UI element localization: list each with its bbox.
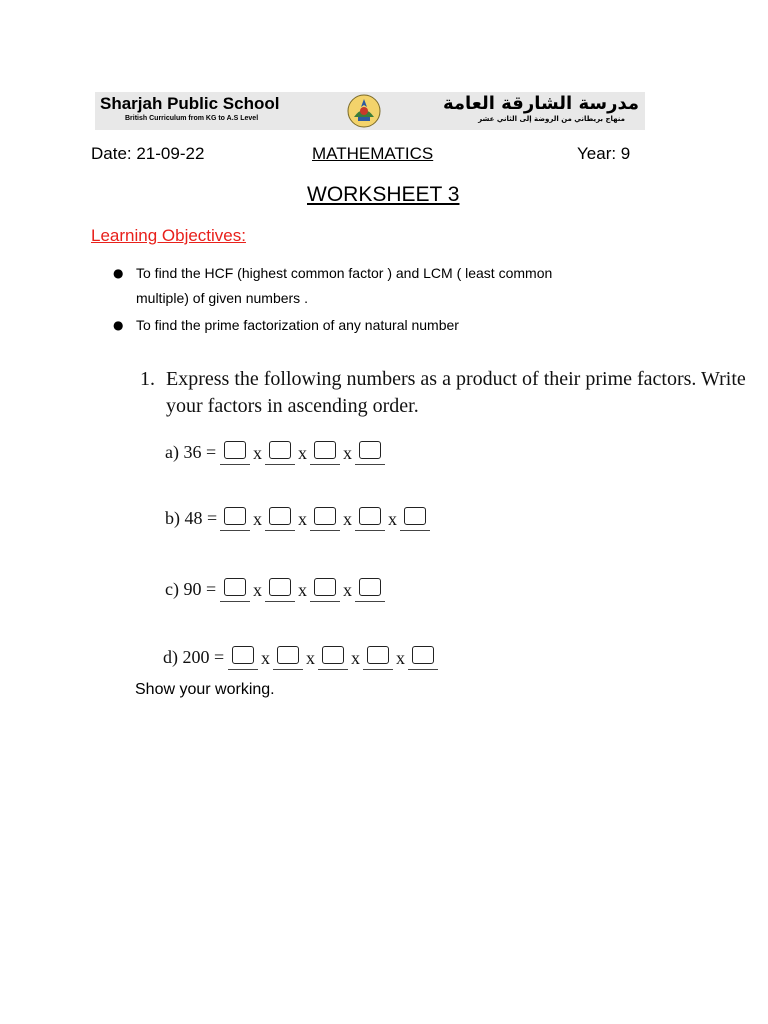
factor-row-3	[165, 577, 404, 605]
answer-underline	[273, 669, 303, 670]
answer-underline	[228, 669, 258, 670]
answer-underline	[310, 464, 340, 465]
times-symbol: x	[343, 580, 352, 600]
school-subtitle-arabic: منهاج بريطاني من الروضة إلى الثاني عشر	[478, 115, 625, 123]
school-name-english: Sharjah Public School	[100, 94, 280, 113]
answer-underline	[355, 464, 385, 465]
answer-underline	[220, 601, 250, 602]
answer-underline	[265, 530, 295, 531]
times-symbol: x	[388, 509, 397, 529]
answer-underline	[220, 530, 250, 531]
answer-underline	[310, 601, 340, 602]
answer-underline	[265, 464, 295, 465]
answer-underline	[265, 601, 295, 602]
objective-1-line-1: To find the HCF (highest common factor ) and LCM ( least common	[136, 265, 553, 281]
factor-row-4	[163, 645, 457, 673]
answer-box[interactable]	[314, 507, 336, 525]
factor-row-label: a) 36 =	[165, 442, 217, 462]
times-symbol: x	[298, 509, 307, 529]
answer-box[interactable]	[367, 646, 389, 664]
factor-row-label: c) 90 =	[165, 579, 217, 599]
times-symbol: x	[351, 648, 360, 668]
objective-1-line-2: multiple) of given numbers .	[136, 290, 308, 306]
school-name-arabic: مدرسة الشارقة العامة	[442, 93, 639, 114]
answer-box[interactable]	[224, 441, 246, 459]
answer-box[interactable]	[224, 578, 246, 596]
answer-box[interactable]	[277, 646, 299, 664]
times-symbol: x	[298, 443, 307, 463]
times-symbol: x	[253, 509, 262, 529]
question-text-line-1: Express the following numbers as a product of their prime factors. Write	[166, 368, 746, 390]
learning-objectives-heading: Learning Objectives:	[91, 226, 246, 245]
answer-underline	[408, 669, 438, 670]
answer-box[interactable]	[269, 507, 291, 525]
answer-box[interactable]	[224, 507, 246, 525]
subject-label: MATHEMATICS	[312, 144, 434, 163]
question-number: 1.	[140, 368, 155, 390]
times-symbol: x	[306, 648, 315, 668]
times-symbol: x	[253, 580, 262, 600]
school-subtitle-english: British Curriculum from KG to A.S Level	[125, 115, 259, 122]
question-text-line-2: your factors in ascending order.	[166, 395, 419, 417]
answer-box[interactable]	[314, 441, 336, 459]
answer-underline	[220, 464, 250, 465]
show-working-instruction: Show your working.	[135, 681, 275, 698]
answer-box[interactable]	[412, 646, 434, 664]
answer-underline	[318, 669, 348, 670]
worksheet-title: WORKSHEET 3	[307, 183, 460, 206]
bullet-icon: ●	[113, 266, 124, 280]
school-crest-logo-icon	[346, 93, 382, 129]
answer-box[interactable]	[322, 646, 344, 664]
times-symbol: x	[343, 443, 352, 463]
times-symbol: x	[253, 443, 262, 463]
answer-box[interactable]	[269, 441, 291, 459]
answer-box[interactable]	[359, 441, 381, 459]
objective-2-line-1: To find the prime factorization of any natural number	[136, 317, 459, 333]
answer-box[interactable]	[359, 507, 381, 525]
times-symbol: x	[298, 580, 307, 600]
factor-row-2	[165, 506, 449, 534]
answer-underline	[355, 601, 385, 602]
times-symbol: x	[261, 648, 270, 668]
times-symbol: x	[396, 648, 405, 668]
answer-box[interactable]	[232, 646, 254, 664]
answer-underline	[400, 530, 430, 531]
year-label: Year: 9	[577, 144, 631, 163]
factor-row-label: d) 200 =	[163, 647, 225, 667]
bullet-icon: ●	[113, 318, 124, 332]
answer-box[interactable]	[359, 578, 381, 596]
answer-box[interactable]	[404, 507, 426, 525]
answer-underline	[310, 530, 340, 531]
times-symbol: x	[343, 509, 352, 529]
school-banner	[95, 92, 645, 130]
factor-row-1	[165, 440, 404, 468]
answer-box[interactable]	[269, 578, 291, 596]
answer-underline	[355, 530, 385, 531]
factor-row-label: b) 48 =	[165, 508, 218, 528]
answer-box[interactable]	[314, 578, 336, 596]
date-label: Date: 21-09-22	[91, 144, 205, 163]
answer-underline	[363, 669, 393, 670]
